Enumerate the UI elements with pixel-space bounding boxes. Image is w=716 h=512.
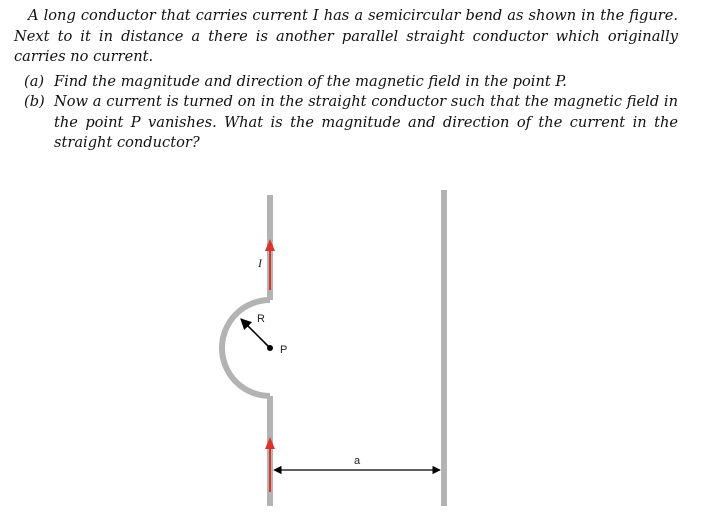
point-p-marker — [267, 345, 273, 351]
current-label: I — [258, 256, 262, 270]
distance-label: a — [354, 455, 361, 467]
part-label-a: (a) — [24, 72, 45, 90]
current-arrow-lower — [265, 437, 275, 492]
point-p-label: P — [280, 344, 288, 356]
part-text-b: Now a current is turned on in the straight conductor such that the magnetic field in the point P vanishes. What is the magnitude and direction of the current in the straight conductor? — [54, 93, 678, 151]
current-arrow-upper — [265, 239, 275, 290]
radius-line — [241, 319, 270, 348]
problem-intro: A long conductor that carries current I has a semicircular bend as shown in the figure. Next to it in distance a there is another parallel straight conductor which originally carries no current. — [14, 7, 678, 65]
part-text-a: Find the magnitude and direction of the magnetic field in the point P. — [54, 72, 567, 90]
radius-label: R — [257, 313, 265, 325]
part-label-b: (b) — [24, 93, 45, 110]
